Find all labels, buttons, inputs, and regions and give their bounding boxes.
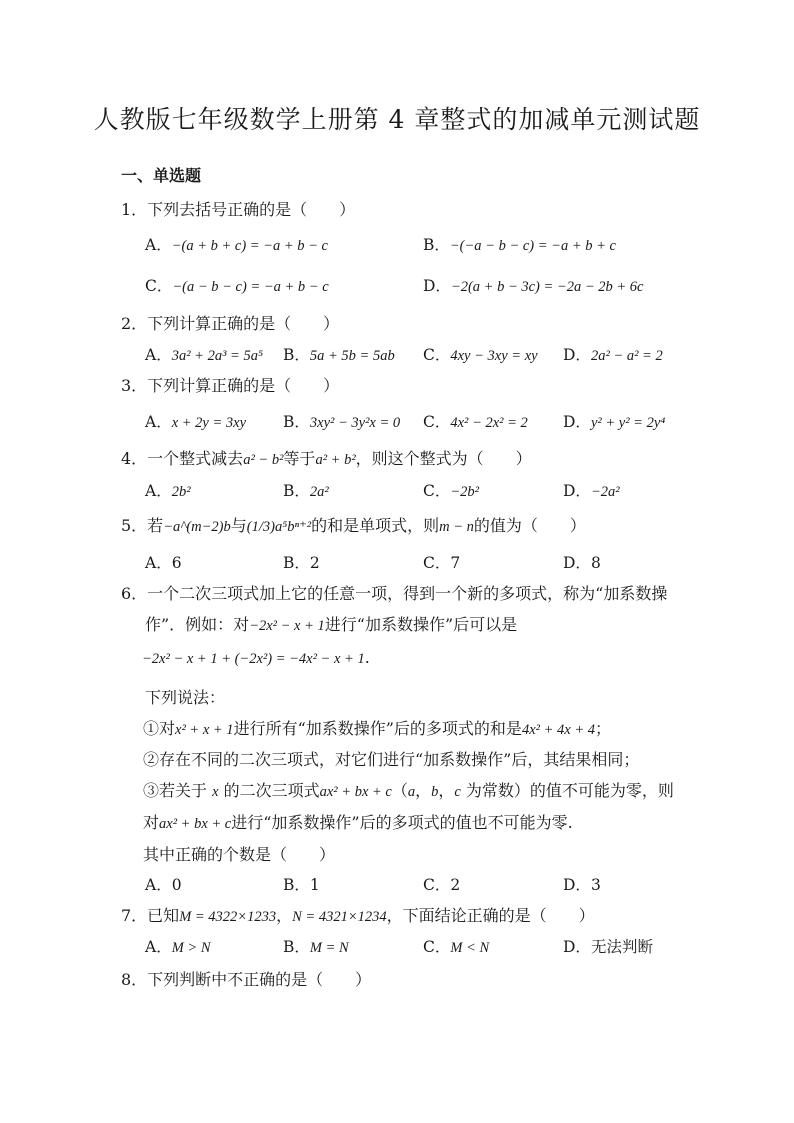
question-6-statement-3a: ③若关于 x 的二次三项式ax² + bx + c（a，b，c 为常数）的值不可能为零，则	[143, 781, 674, 800]
question-6-stem-line-1: 6．一个二次三项式加上它的任意一项，得到一个新的多项式，称为“加系数操	[121, 584, 668, 603]
q1-option-b: B．−(−a − b − c) = −a + b + c	[423, 236, 616, 254]
q5-option-d: D．8	[563, 554, 601, 572]
question-8-stem: 8．下列判断中不正确的是（ ）	[121, 970, 372, 989]
q6-option-c: C．2	[423, 876, 461, 894]
q7-option-d: D．无法判断	[563, 938, 653, 956]
q3-option-d: D．y² + y² = 2y⁴	[563, 413, 666, 431]
q6-option-a: A．0	[145, 876, 182, 894]
q2-option-d: D．2a² − a² = 2	[563, 346, 663, 364]
question-6-statement-3b: 对ax² + bx + c进行“加系数操作”后的多项式的值也不可能为零.	[143, 813, 573, 832]
section-heading: 一、单选题	[121, 166, 202, 185]
q4-option-b: B．2a²	[283, 482, 329, 500]
question-1-stem: 1．下列去括号正确的是（ ）	[121, 200, 356, 219]
q1-option-a: A．−(a + b + c) = −a + b − c	[145, 236, 328, 254]
q4-option-c: C．−2b²	[423, 482, 480, 500]
question-6-example: −2x² − x + 1 + (−2x²) = −4x² − x + 1.	[142, 648, 370, 667]
q4-option-a: A．2b²	[145, 482, 191, 500]
question-6-statement-2: ②存在不同的二次三项式，对它们进行“加系数操作”后，其结果相同；	[143, 750, 640, 769]
question-6-ask: 其中正确的个数是（ ）	[143, 845, 336, 864]
q7-option-a: A．M > N	[145, 938, 211, 956]
q5-option-a: A．6	[145, 554, 182, 572]
q4-option-d: D．−2a²	[563, 482, 620, 500]
q3-option-a: A．x + 2y = 3xy	[145, 413, 247, 431]
q2-option-b: B．5a + 5b = 5ab	[283, 346, 395, 364]
question-6-stem-line-2: 作”．例如：对−2x² − x + 1进行“加系数操作”后可以是	[145, 615, 518, 634]
q3-option-c: C．4x² − 2x² = 2	[423, 413, 528, 431]
q7-option-b: B．M = N	[283, 938, 349, 956]
q2-option-c: C．4xy − 3xy = xy	[423, 346, 538, 364]
q1-option-c: C．−(a − b − c) = −a + b − c	[145, 277, 329, 295]
q6-option-d: D．3	[563, 876, 601, 894]
q2-option-a: A．3a² + 2a³ = 5a⁵	[145, 346, 264, 364]
question-5-stem: 5．若−a^(m−2)b与(1/3)a⁵bⁿ⁺²的和是单项式，则m − n的值为（ ）	[121, 516, 586, 535]
q5-option-c: C．7	[423, 554, 461, 572]
q6-option-b: B．1	[283, 876, 320, 894]
question-4-stem: 4．一个整式减去a² − b²等于a² + b²，则这个整式为（ ）	[121, 449, 532, 468]
question-7-stem: 7．已知M = 4322×1233，N = 4321×1234，下面结论正确的是（ ）	[121, 906, 595, 925]
document-title: 人教版七年级数学上册第 4 章整式的加减单元测试题	[93, 105, 701, 134]
q1-option-d: D．−2(a + b − 3c) = −2a − 2b + 6c	[423, 277, 644, 295]
q5-option-b: B．2	[283, 554, 320, 572]
q3-option-b: B．3xy² − 3y²x = 0	[283, 413, 401, 431]
question-6-statement-1: ①对x² + x + 1进行所有“加系数操作”后的多项式的和是4x² + 4x + 4；	[143, 719, 611, 738]
question-6-intro: 下列说法：	[145, 688, 226, 707]
q7-option-c: C．M < N	[423, 938, 490, 956]
question-2-stem: 2．下列计算正确的是（ ）	[121, 314, 340, 333]
question-3-stem: 3．下列计算正确的是（ ）	[121, 376, 340, 395]
